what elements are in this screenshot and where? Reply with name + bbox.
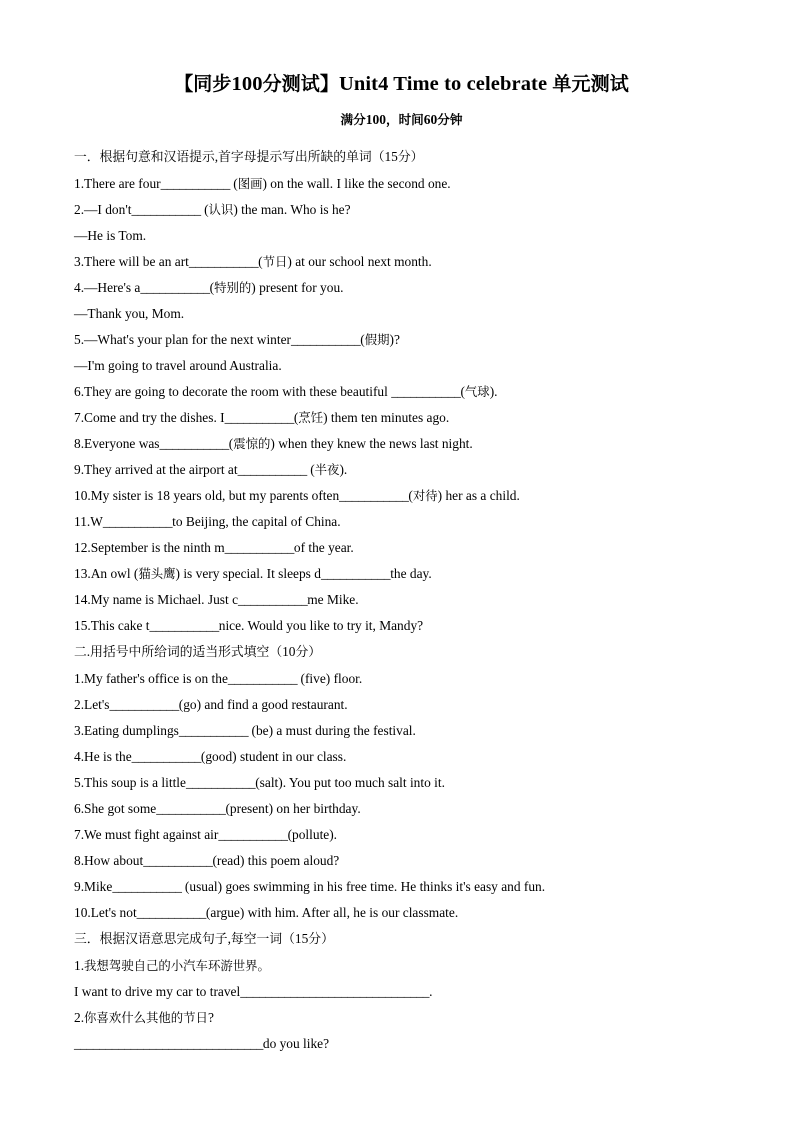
question-line: 8.Everyone was___________(震惊的) when they knew the news last night. [74,435,473,451]
question-line: 3.There will be an art___________(节日) at our school next month. [74,253,432,269]
exam-body [74,128,729,1057]
question-line: 2.Let's___________(go) and find a good restaurant. [74,696,348,712]
question-line: 2.你喜欢什么其他的节日? [74,1009,214,1025]
question-line: 15.This cake t___________nice. Would you like to try it, Mandy? [74,617,424,633]
question-line: 3.Eating dumplings___________ (be) a must during the festival. [74,722,416,738]
question-line: 6.They are going to decorate the room with these beautiful ___________(气球). [74,383,498,399]
question-line: —He is Tom. [74,227,147,243]
section-heading-2: 二.用括号中所给词的适当形式填空（10分） [74,643,322,660]
question-line: 9.They arrived at the airport at___________ (半夜). [74,461,348,477]
question-line: 7.We must fight against air___________(pollute). [74,826,338,842]
question-line: 8.How about___________(read) this poem aloud? [74,852,340,868]
question-line: 9.Mike___________ (usual) goes swimming in his free time. He thinks it's easy and fun. [74,878,546,894]
question-line: —I'm going to travel around Australia. [74,357,282,373]
exam-subtitle: 满分100，时间60分钟 [340,111,463,127]
question-line: 7.Come and try the dishes. I___________(烹饪) them ten minutes ago. [74,409,450,425]
question-line: 1.My father's office is on the___________ (five) floor. [74,670,363,686]
question-line: ______________________________do you like? [74,1035,330,1051]
question-line: 2.—I don't___________ (认识) the man. Who is he? [74,201,351,217]
question-line: 10.My sister is 18 years old, but my parents often___________(对待) her as a child. [74,487,520,503]
question-line: 6.She got some___________(present) on her birthday. [74,800,361,816]
question-line: 4.—Here's a___________(特别的) present for you. [74,279,344,295]
question-line: 4.He is the___________(good) student in our class. [74,748,347,764]
section-heading-3: 三．根据汉语意思完成句子,每空一词（15分） [74,930,334,947]
question-line: 13.An owl (猫头鹰) is very special. It sleeps d___________the day. [74,565,432,581]
question-line: 5.—What's your plan for the next winter___________(假期)? [74,331,400,347]
question-line: 1.我想驾驶自己的小汽车环游世界。 [74,957,270,973]
question-line: —Thank you, Mom. [74,305,185,321]
question-line: I want to drive my car to travel______________________________. [74,983,433,999]
section-heading-1: 一．根据句意和汉语提示,首字母提示写出所缺的单词（15分） [74,148,424,165]
question-line: 14.My name is Michael. Just c___________me Mike. [74,591,359,607]
question-line: 12.September is the ninth m___________of the year. [74,539,354,555]
question-line: 11.W___________to Beijing, the capital of China. [74,513,341,529]
question-line: 10.Let's not___________(argue) with him. After all, he is our classmate. [74,904,459,920]
question-line: 5.This soup is a little___________(salt). You put too much salt into it. [74,774,445,790]
question-line: 1.There are four___________ (图画) on the wall. I like the second one. [74,175,451,191]
page-title: 【同步100分测试】Unit4 Time to celebrate 单元测试 [174,73,629,95]
